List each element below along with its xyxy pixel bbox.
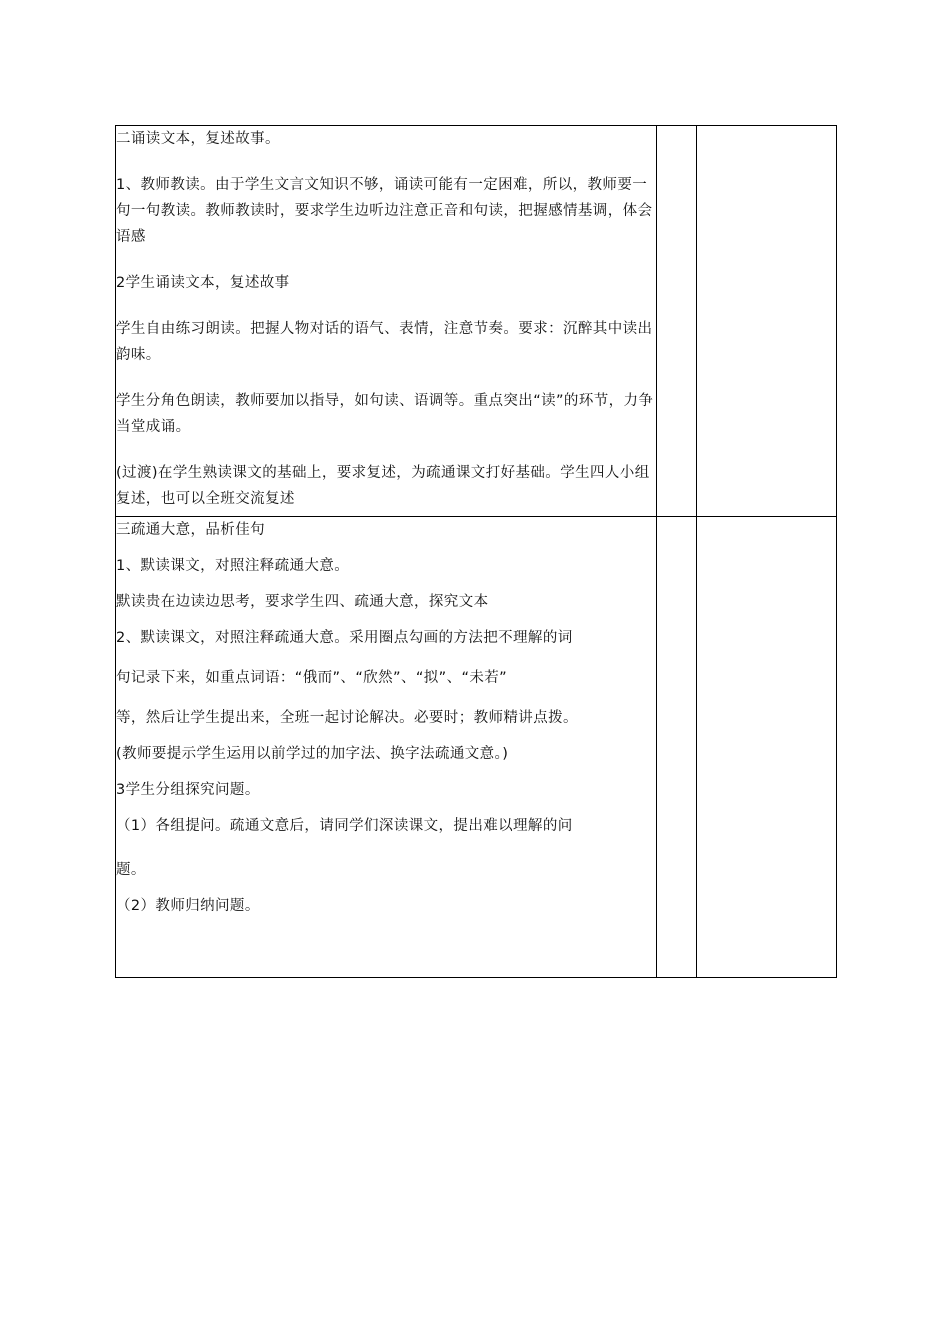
empty-cell-right [697, 517, 837, 978]
table-row-section-3 [116, 517, 837, 978]
paragraph-silent-reading: 1、默读课文，对照注释疏通大意。 [116, 558, 350, 574]
empty-cell-mid [657, 126, 697, 517]
table-row-section-2 [116, 126, 837, 517]
section-heading: 二诵读文本，复述故事。 [116, 131, 280, 147]
paragraph-group-question-line-1: （1）各组提问。疏通文意后，请同学们深读课文，提出难以理解的问 [116, 818, 573, 834]
paragraph-teacher-reading: 1、教师教读。由于学生文言文知识不够，诵读可能有一定困难，所以，教师要一句一句教读。教师教读时，要求学生边听边注意正音和句读，把握感情基调，体会语感 [116, 177, 653, 245]
paragraph-group-question-line-2: 题。 [116, 862, 146, 878]
paragraph-group-inquiry: 3学生分组探究问题。 [116, 782, 260, 798]
paragraph-annotate-line-2: 句记录下来，如重点词语：“俄而”、“欣然”、“拟”、“未若” [116, 670, 508, 686]
section-heading: 三疏通大意，品析佳句 [116, 522, 265, 538]
content-cell-section-2 [116, 126, 657, 517]
paragraph-annotate-line-3: 等，然后让学生提出来，全班一起讨论解决。必要时；教师精讲点拨。 [116, 710, 578, 726]
paragraph-role-reading: 学生分角色朗读，教师要加以指导，如句读、语调等。重点突出“读”的环节，力争当堂成诵。 [116, 393, 654, 435]
paragraph-transition: (过渡)在学生熟读课文的基础上，要求复述，为疏通课文打好基础。学生四人小组复述，也可以全班交流复述 [116, 465, 650, 507]
lesson-plan-table [115, 125, 837, 978]
paragraph-annotate-line-1: 2、默读课文，对照注释疏通大意。采用圈点勾画的方法把不理解的词 [116, 630, 573, 646]
empty-cell-right [697, 126, 837, 517]
paragraph-teacher-summary: （2）教师归纳问题。 [116, 898, 260, 914]
paragraph-think-while-reading: 默读贵在边读边思考，要求学生四、疏通大意，探究文本 [116, 594, 489, 610]
content-cell-section-3 [116, 517, 657, 978]
paragraph-free-reading: 学生自由练习朗读。把握人物对话的语气、表情，注意节奏。要求：沉醉其中读出韵味。 [116, 321, 653, 363]
paragraph-student-reading-heading: 2学生诵读文本，复述故事 [116, 275, 290, 291]
empty-cell-mid [657, 517, 697, 978]
paragraph-teacher-hint: (教师要提示学生运用以前学过的加字法、换字法疏通文意。) [116, 746, 509, 762]
